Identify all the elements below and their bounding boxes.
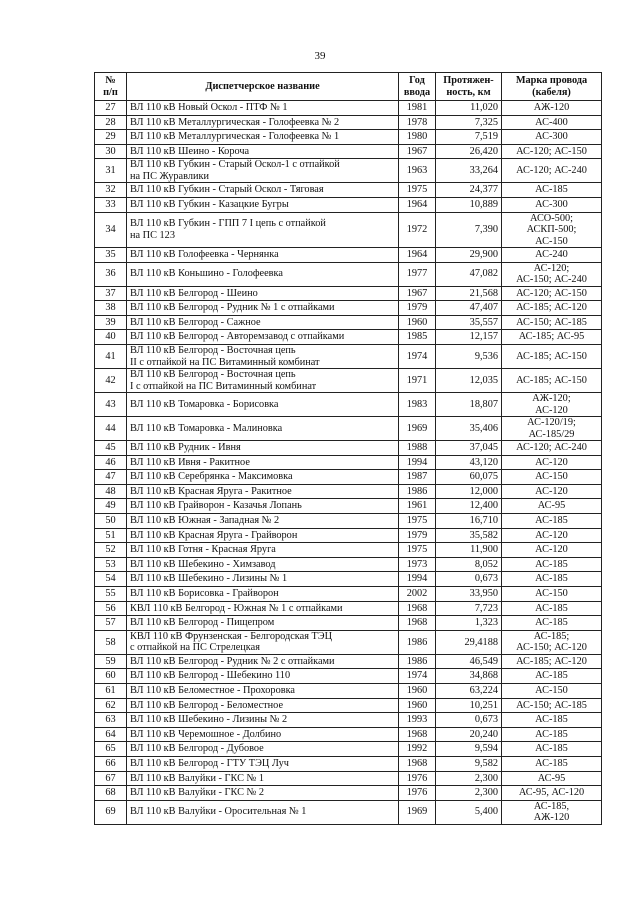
table-row <box>95 630 602 654</box>
row-number: 38 <box>95 301 127 316</box>
wire-grade: АЖ-120 <box>502 101 602 116</box>
wire-grade: АС-185; АС-150 <box>502 345 602 369</box>
line-length: 24,377 <box>436 183 502 198</box>
wire-grade: АС-185 <box>502 183 602 198</box>
line-name: КВЛ 110 кВ Фрунзенская - Белгородская ТЭЦ с отпайкой на ПС Стрелецкая <box>127 630 399 654</box>
table-row <box>95 601 602 616</box>
line-name: ВЛ 110 кВ Томаровка - Борисовка <box>127 393 399 417</box>
row-number: 45 <box>95 441 127 456</box>
line-length: 0,673 <box>436 713 502 728</box>
line-length: 18,807 <box>436 393 502 417</box>
year-commissioned: 1981 <box>399 101 436 116</box>
row-number: 32 <box>95 183 127 198</box>
row-number: 35 <box>95 248 127 263</box>
year-commissioned: 1960 <box>399 683 436 698</box>
table-row <box>95 786 602 801</box>
line-length: 29,900 <box>436 248 502 263</box>
row-number: 64 <box>95 727 127 742</box>
page-number: 39 <box>314 50 326 62</box>
wire-grade: АС-95 <box>502 771 602 786</box>
table-row <box>95 159 602 183</box>
year-commissioned: 1968 <box>399 616 436 631</box>
line-name: ВЛ 110 кВ Валуйки - ГКС № 1 <box>127 771 399 786</box>
table-row <box>95 543 602 558</box>
line-name: ВЛ 110 кВ Губкин - Старый Оскол-1 с отпайкой на ПС Журавлики <box>127 159 399 183</box>
header-num: № п/п <box>95 73 127 101</box>
row-number: 41 <box>95 345 127 369</box>
table-row <box>95 572 602 587</box>
line-length: 2,300 <box>436 771 502 786</box>
wire-grade: АС-120 <box>502 455 602 470</box>
table-row <box>95 771 602 786</box>
year-commissioned: 1979 <box>399 301 436 316</box>
table-row <box>95 183 602 198</box>
line-length: 20,240 <box>436 727 502 742</box>
year-commissioned: 1983 <box>399 393 436 417</box>
wire-grade: АС-120; АС-150 <box>502 286 602 301</box>
line-length: 11,900 <box>436 543 502 558</box>
line-name: ВЛ 110 кВ Серебрянка - Максимовка <box>127 470 399 485</box>
header-name: Диспетчерское название <box>127 73 399 101</box>
wire-grade: АС-300 <box>502 197 602 212</box>
line-length: 26,420 <box>436 144 502 159</box>
year-commissioned: 1960 <box>399 698 436 713</box>
row-number: 30 <box>95 144 127 159</box>
line-name: ВЛ 110 кВ Шебекино - Лизины № 2 <box>127 713 399 728</box>
row-number: 56 <box>95 601 127 616</box>
table-row <box>95 484 602 499</box>
year-commissioned: 1972 <box>399 212 436 248</box>
year-commissioned: 1979 <box>399 528 436 543</box>
year-commissioned: 1974 <box>399 669 436 684</box>
wire-grade: АС-185 <box>502 727 602 742</box>
table-row <box>95 683 602 698</box>
row-number: 31 <box>95 159 127 183</box>
year-commissioned: 1975 <box>399 543 436 558</box>
table-row <box>95 115 602 130</box>
line-name: ВЛ 110 кВ Валуйки - Оросительная № 1 <box>127 800 399 824</box>
line-length: 9,582 <box>436 756 502 771</box>
year-commissioned: 1969 <box>399 800 436 824</box>
line-name: ВЛ 110 кВ Металлургическая - Голофеевка № 2 <box>127 115 399 130</box>
year-commissioned: 1976 <box>399 771 436 786</box>
line-name: ВЛ 110 кВ Валуйки - ГКС № 2 <box>127 786 399 801</box>
year-commissioned: 1968 <box>399 727 436 742</box>
table-row <box>95 698 602 713</box>
line-length: 5,400 <box>436 800 502 824</box>
wire-grade: АС-185 <box>502 601 602 616</box>
year-commissioned: 1968 <box>399 756 436 771</box>
wire-grade: АС-185; АС-120 <box>502 654 602 669</box>
line-length: 10,889 <box>436 197 502 212</box>
line-name: ВЛ 110 кВ Рудник - Ивня <box>127 441 399 456</box>
wire-grade: АС-150; АС-185 <box>502 698 602 713</box>
table-row <box>95 800 602 824</box>
table-row <box>95 616 602 631</box>
line-name: ВЛ 110 кВ Новый Оскол - ПТФ № 1 <box>127 101 399 116</box>
line-name: ВЛ 110 кВ Губкин - Старый Оскол - Тяговая <box>127 183 399 198</box>
table-row <box>95 212 602 248</box>
table-row <box>95 756 602 771</box>
year-commissioned: 1964 <box>399 197 436 212</box>
line-name: ВЛ 110 кВ Ивня - Ракитное <box>127 455 399 470</box>
line-name: ВЛ 110 кВ Голофеевка - Чернянка <box>127 248 399 263</box>
row-number: 49 <box>95 499 127 514</box>
line-name: ВЛ 110 кВ Томаровка - Малиновка <box>127 417 399 441</box>
row-number: 53 <box>95 557 127 572</box>
year-commissioned: 1974 <box>399 345 436 369</box>
row-number: 43 <box>95 393 127 417</box>
line-name: ВЛ 110 кВ Белгород - Шеино <box>127 286 399 301</box>
line-length: 10,251 <box>436 698 502 713</box>
row-number: 29 <box>95 130 127 145</box>
line-length: 0,673 <box>436 572 502 587</box>
line-name: ВЛ 110 кВ Белгород - Дубовое <box>127 742 399 757</box>
power-lines-table <box>94 72 602 825</box>
year-commissioned: 1976 <box>399 786 436 801</box>
table-row <box>95 393 602 417</box>
table-row <box>95 130 602 145</box>
line-length: 9,594 <box>436 742 502 757</box>
line-length: 7,390 <box>436 212 502 248</box>
year-commissioned: 1988 <box>399 441 436 456</box>
wire-grade: АС-120; АС-240 <box>502 441 602 456</box>
line-name: ВЛ 110 кВ Белгород - Пищепром <box>127 616 399 631</box>
wire-grade: АС-95 <box>502 499 602 514</box>
year-commissioned: 1975 <box>399 183 436 198</box>
row-number: 44 <box>95 417 127 441</box>
year-commissioned: 1971 <box>399 369 436 393</box>
line-length: 37,045 <box>436 441 502 456</box>
line-length: 12,000 <box>436 484 502 499</box>
line-length: 33,264 <box>436 159 502 183</box>
year-commissioned: 1973 <box>399 557 436 572</box>
wire-grade: АС-300 <box>502 130 602 145</box>
line-name: ВЛ 110 кВ Белгород - Рудник № 2 с отпайками <box>127 654 399 669</box>
row-number: 48 <box>95 484 127 499</box>
line-name: ВЛ 110 кВ Металлургическая - Голофеевка № 1 <box>127 130 399 145</box>
row-number: 54 <box>95 572 127 587</box>
line-name: ВЛ 110 кВ Грайворон - Казачья Лопань <box>127 499 399 514</box>
line-length: 34,868 <box>436 669 502 684</box>
year-commissioned: 1964 <box>399 248 436 263</box>
line-length: 2,300 <box>436 786 502 801</box>
wire-grade: АС-185; АС-150; АС-120 <box>502 630 602 654</box>
row-number: 39 <box>95 315 127 330</box>
row-number: 65 <box>95 742 127 757</box>
year-commissioned: 1967 <box>399 286 436 301</box>
row-number: 55 <box>95 586 127 601</box>
table-row <box>95 654 602 669</box>
line-length: 43,120 <box>436 455 502 470</box>
wire-grade: АС-185 <box>502 742 602 757</box>
table-row <box>95 345 602 369</box>
wire-grade: АС-185 <box>502 756 602 771</box>
line-length: 63,224 <box>436 683 502 698</box>
line-name: ВЛ 110 кВ Шебекино - Лизины № 1 <box>127 572 399 587</box>
row-number: 42 <box>95 369 127 393</box>
line-length: 8,052 <box>436 557 502 572</box>
wire-grade: АС-185; АС-95 <box>502 330 602 345</box>
line-name: ВЛ 110 кВ Готня - Красная Яруга <box>127 543 399 558</box>
year-commissioned: 2002 <box>399 586 436 601</box>
table-row <box>95 301 602 316</box>
wire-grade: АС-120; АС-240 <box>502 159 602 183</box>
wire-grade: АС-120/19; АС-185/29 <box>502 417 602 441</box>
wire-grade: АС-150; АС-185 <box>502 315 602 330</box>
year-commissioned: 1992 <box>399 742 436 757</box>
line-length: 1,323 <box>436 616 502 631</box>
line-name: ВЛ 110 кВ Черемошное - Долбино <box>127 727 399 742</box>
line-length: 35,582 <box>436 528 502 543</box>
row-number: 58 <box>95 630 127 654</box>
row-number: 46 <box>95 455 127 470</box>
row-number: 47 <box>95 470 127 485</box>
table-row <box>95 262 602 286</box>
row-number: 27 <box>95 101 127 116</box>
year-commissioned: 1987 <box>399 470 436 485</box>
wire-grade: АС-185 <box>502 713 602 728</box>
wire-grade: АС-95, АС-120 <box>502 786 602 801</box>
year-commissioned: 1994 <box>399 572 436 587</box>
line-length: 7,519 <box>436 130 502 145</box>
row-number: 50 <box>95 514 127 529</box>
wire-grade: АС-185 <box>502 669 602 684</box>
line-name: ВЛ 110 кВ Белгород - Шебекино 110 <box>127 669 399 684</box>
line-name: ВЛ 110 кВ Беломестное - Прохоровка <box>127 683 399 698</box>
table-row <box>95 455 602 470</box>
line-name: ВЛ 110 кВ Губкин - ГПП 7 I цепь с отпайкой на ПС 123 <box>127 212 399 248</box>
line-name: ВЛ 110 кВ Шеино - Короча <box>127 144 399 159</box>
table-row <box>95 528 602 543</box>
table-row <box>95 248 602 263</box>
table-row <box>95 742 602 757</box>
year-commissioned: 1986 <box>399 654 436 669</box>
line-name: ВЛ 110 кВ Белгород - ГТУ ТЭЦ Луч <box>127 756 399 771</box>
line-length: 33,950 <box>436 586 502 601</box>
year-commissioned: 1993 <box>399 713 436 728</box>
table-row <box>95 557 602 572</box>
wire-grade: АСО-500; АСКП-500; АС-150 <box>502 212 602 248</box>
wire-grade: АС-150 <box>502 586 602 601</box>
row-number: 36 <box>95 262 127 286</box>
line-name: ВЛ 110 кВ Южная - Западная № 2 <box>127 514 399 529</box>
row-number: 60 <box>95 669 127 684</box>
line-name: ВЛ 110 кВ Красная Яруга - Ракитное <box>127 484 399 499</box>
table-row <box>95 514 602 529</box>
wire-grade: АС-150 <box>502 470 602 485</box>
table-row <box>95 441 602 456</box>
table-row <box>95 713 602 728</box>
line-length: 7,325 <box>436 115 502 130</box>
line-name: ВЛ 110 кВ Белгород - Рудник № 1 с отпайками <box>127 301 399 316</box>
table-row <box>95 669 602 684</box>
line-length: 12,400 <box>436 499 502 514</box>
row-number: 62 <box>95 698 127 713</box>
line-name: ВЛ 110 кВ Белгород - Сажное <box>127 315 399 330</box>
row-number: 52 <box>95 543 127 558</box>
year-commissioned: 1977 <box>399 262 436 286</box>
year-commissioned: 1968 <box>399 601 436 616</box>
line-name: ВЛ 110 кВ Красная Яруга - Грайворон <box>127 528 399 543</box>
wire-grade: АС-185 <box>502 572 602 587</box>
row-number: 37 <box>95 286 127 301</box>
table-row <box>95 727 602 742</box>
table-row <box>95 330 602 345</box>
year-commissioned: 1963 <box>399 159 436 183</box>
line-name: КВЛ 110 кВ Белгород - Южная № 1 с отпайками <box>127 601 399 616</box>
line-length: 46,549 <box>436 654 502 669</box>
line-name: ВЛ 110 кВ Белгород - Авторемзавод с отпайками <box>127 330 399 345</box>
line-length: 11,020 <box>436 101 502 116</box>
year-commissioned: 1975 <box>399 514 436 529</box>
line-length: 12,035 <box>436 369 502 393</box>
row-number: 51 <box>95 528 127 543</box>
wire-grade: АС-400 <box>502 115 602 130</box>
row-number: 59 <box>95 654 127 669</box>
wire-grade: АС-185, АЖ-120 <box>502 800 602 824</box>
line-name: ВЛ 110 кВ Шебекино - Химзавод <box>127 557 399 572</box>
table-row <box>95 286 602 301</box>
line-name: ВЛ 110 кВ Борисовка - Грайворон <box>127 586 399 601</box>
wire-grade: АС-185 <box>502 616 602 631</box>
year-commissioned: 1994 <box>399 455 436 470</box>
year-commissioned: 1985 <box>399 330 436 345</box>
line-length: 35,557 <box>436 315 502 330</box>
wire-grade: АС-185; АС-150 <box>502 369 602 393</box>
table-row <box>95 499 602 514</box>
line-length: 29,4188 <box>436 630 502 654</box>
row-number: 28 <box>95 115 127 130</box>
table-row <box>95 470 602 485</box>
row-number: 68 <box>95 786 127 801</box>
line-length: 7,723 <box>436 601 502 616</box>
year-commissioned: 1967 <box>399 144 436 159</box>
row-number: 66 <box>95 756 127 771</box>
table-body <box>95 101 602 825</box>
row-number: 63 <box>95 713 127 728</box>
line-length: 47,082 <box>436 262 502 286</box>
table-row <box>95 369 602 393</box>
year-commissioned: 1986 <box>399 484 436 499</box>
wire-grade: АС-185; АС-120 <box>502 301 602 316</box>
table-row <box>95 101 602 116</box>
line-length: 21,568 <box>436 286 502 301</box>
row-number: 40 <box>95 330 127 345</box>
table-row <box>95 197 602 212</box>
year-commissioned: 1969 <box>399 417 436 441</box>
wire-grade: АЖ-120; АС-120 <box>502 393 602 417</box>
table-header-row <box>95 73 602 101</box>
row-number: 67 <box>95 771 127 786</box>
wire-grade: АС-240 <box>502 248 602 263</box>
line-length: 47,407 <box>436 301 502 316</box>
table-row <box>95 586 602 601</box>
line-name: ВЛ 110 кВ Белгород - Восточная цепь I с отпайкой на ПС Витаминный комбинат <box>127 369 399 393</box>
table-row <box>95 315 602 330</box>
row-number: 69 <box>95 800 127 824</box>
year-commissioned: 1961 <box>399 499 436 514</box>
year-commissioned: 1980 <box>399 130 436 145</box>
line-length: 35,406 <box>436 417 502 441</box>
year-commissioned: 1986 <box>399 630 436 654</box>
wire-grade: АС-185 <box>502 514 602 529</box>
line-name: ВЛ 110 кВ Белгород - Восточная цепь II с отпайкой на ПС Витаминный комбинат <box>127 345 399 369</box>
wire-grade: АС-185 <box>502 557 602 572</box>
line-length: 12,157 <box>436 330 502 345</box>
line-length: 60,075 <box>436 470 502 485</box>
table-row <box>95 144 602 159</box>
row-number: 33 <box>95 197 127 212</box>
wire-grade: АС-120 <box>502 528 602 543</box>
line-name: ВЛ 110 кВ Губкин - Казацкие Бугры <box>127 197 399 212</box>
wire-grade: АС-120; АС-150; АС-240 <box>502 262 602 286</box>
header-length: Протяжен- ность, км <box>436 73 502 101</box>
year-commissioned: 1960 <box>399 315 436 330</box>
line-length: 9,536 <box>436 345 502 369</box>
line-name: ВЛ 110 кВ Коньшино - Голофеевка <box>127 262 399 286</box>
year-commissioned: 1978 <box>399 115 436 130</box>
table-row <box>95 417 602 441</box>
header-wire: Марка провода (кабеля) <box>502 73 602 101</box>
wire-grade: АС-150 <box>502 683 602 698</box>
wire-grade: АС-120 <box>502 543 602 558</box>
line-length: 16,710 <box>436 514 502 529</box>
row-number: 57 <box>95 616 127 631</box>
row-number: 34 <box>95 212 127 248</box>
row-number: 61 <box>95 683 127 698</box>
header-year: Год ввода <box>399 73 436 101</box>
line-name: ВЛ 110 кВ Белгород - Беломестное <box>127 698 399 713</box>
wire-grade: АС-120 <box>502 484 602 499</box>
wire-grade: АС-120; АС-150 <box>502 144 602 159</box>
